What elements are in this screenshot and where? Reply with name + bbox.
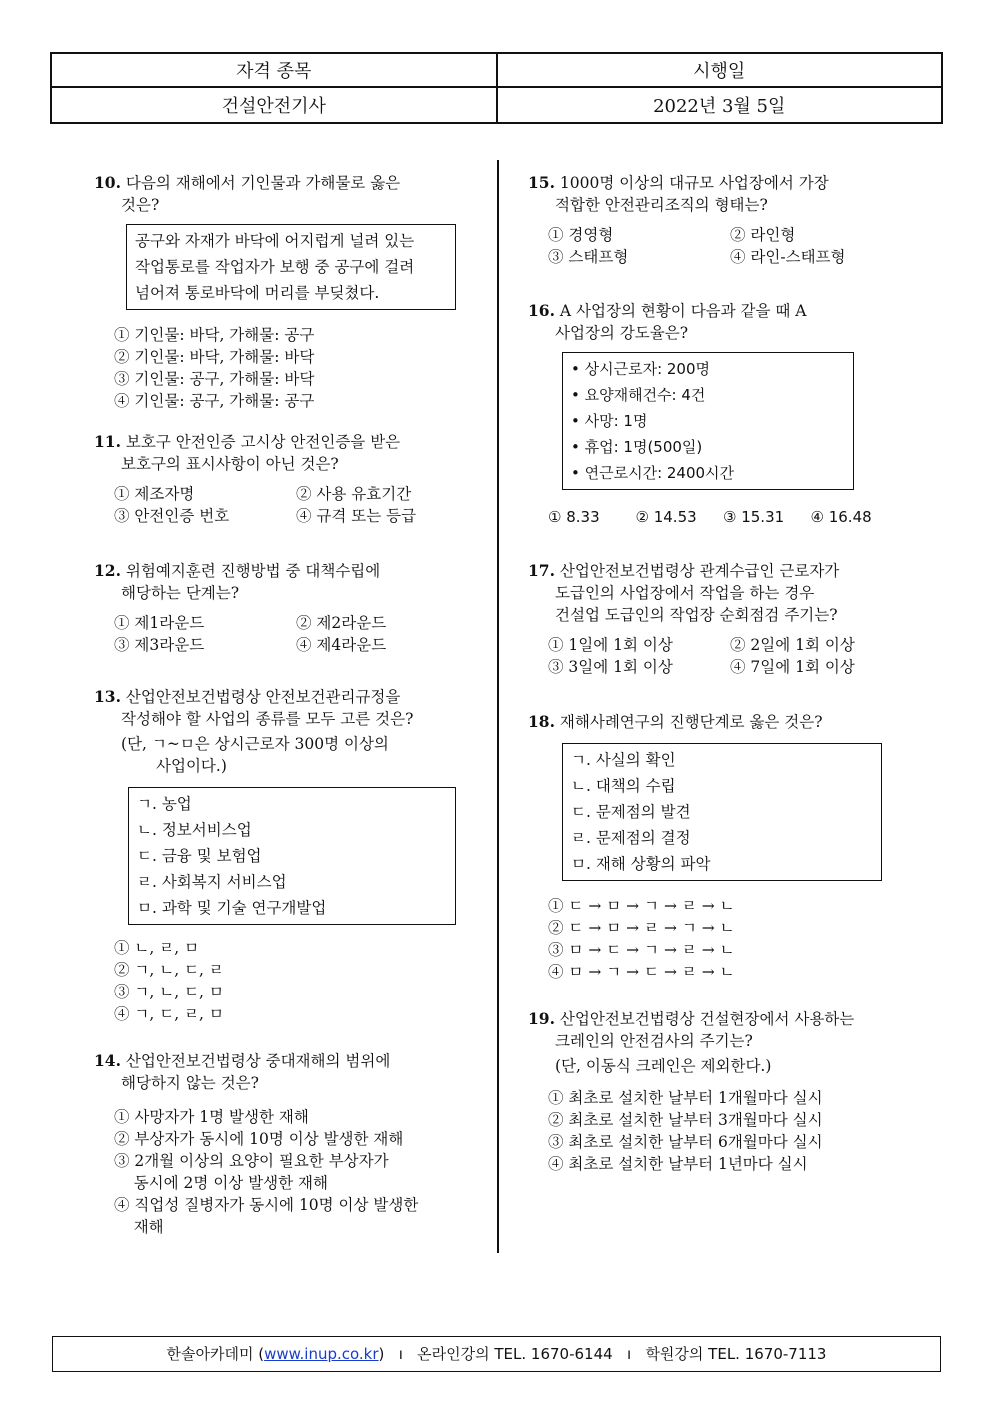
question-number: 13. — [94, 687, 121, 706]
option[interactable]: ① 사망자가 1명 발생한 재해 — [114, 1108, 309, 1126]
qualification-value: 건설안전기사 — [51, 87, 497, 123]
question-text: 산업안전보건법령상 관계수급인 근로자가 — [559, 562, 840, 580]
option[interactable]: ③ 15.31 — [723, 508, 785, 526]
question-text: A 사업장의 현황이 다음과 같을 때 A — [559, 302, 807, 320]
option[interactable]: ③ 기인물: 공구, 가해물: 바닥 — [114, 370, 315, 388]
question-text: 산업안전보건법령상 안전보건관리규정을 — [125, 688, 401, 706]
option[interactable]: ④ ㅁ → ㄱ → ㄷ → ㄹ → ㄴ — [548, 963, 735, 981]
question-15 — [528, 172, 898, 268]
option[interactable]: ③ 2개월 이상의 요양이 필요한 부상자가 — [114, 1152, 389, 1170]
question-box — [126, 224, 456, 310]
question-number: 16. — [528, 301, 555, 320]
box-line: ㄱ. 사실의 확인 — [571, 751, 676, 769]
exam-info-table — [50, 52, 943, 124]
option[interactable]: ④ 16.48 — [810, 508, 872, 526]
question-note: (단, ㄱ~ㅁ은 상시근로자 300명 이상의 — [121, 735, 389, 753]
box-line: ㄴ. 정보서비스업 — [137, 821, 252, 839]
question-text: 적합한 안전관리조직의 형태는? — [555, 196, 768, 214]
question-13 — [94, 686, 474, 1025]
box-line: • 요양재해건수: 4건 — [571, 386, 706, 404]
question-box — [128, 787, 456, 925]
box-line: ㄱ. 농업 — [137, 795, 192, 813]
question-12 — [94, 560, 474, 656]
option[interactable]: ③ 안전인증 번호 — [114, 507, 230, 525]
option-continued: 재해 — [114, 1218, 164, 1236]
box-line: 작업통로를 작업자가 보행 중 공구에 걸려 — [135, 258, 415, 276]
website-link[interactable]: www.inup.co.kr — [264, 1345, 379, 1363]
question-number: 14. — [94, 1051, 121, 1070]
question-text: 위험예지훈련 진행방법 중 대책수립에 — [125, 562, 381, 580]
option[interactable]: ④ 제4라운드 — [296, 636, 387, 654]
box-line: • 상시근로자: 200명 — [571, 360, 711, 378]
question-14 — [94, 1050, 474, 1238]
question-number: 11. — [94, 432, 121, 451]
question-note: (단, 이동식 크레인은 제외한다.) — [555, 1057, 772, 1075]
question-text: 작성해야 할 사업의 종류를 모두 고른 것은? — [121, 710, 414, 728]
question-text: 다음의 재해에서 기인물과 가해물로 옳은 — [125, 174, 401, 192]
box-line: • 연근로시간: 2400시간 — [571, 464, 735, 482]
option[interactable]: ① 1일에 1회 이상 — [548, 636, 673, 654]
question-text: 것은? — [121, 196, 160, 214]
option[interactable]: ④ 최초로 설치한 날부터 1년마다 실시 — [548, 1155, 808, 1173]
question-16 — [528, 300, 898, 528]
question-number: 12. — [94, 561, 121, 580]
question-text: 건설업 도급인의 작업장 순회점검 주기는? — [555, 606, 838, 624]
footer-prefix: 한솔아카데미 ( — [166, 1345, 265, 1363]
box-line: • 휴업: 1명(500일) — [571, 438, 703, 456]
question-note: 사업이다.) — [156, 757, 227, 775]
option[interactable]: ③ ㄱ, ㄴ, ㄷ, ㅁ — [114, 983, 224, 1001]
option[interactable]: ④ 규격 또는 등급 — [296, 507, 417, 525]
option[interactable]: ③ ㅁ → ㄷ → ㄱ → ㄹ → ㄴ — [548, 941, 735, 959]
option[interactable]: ④ 라인-스태프형 — [730, 248, 846, 266]
option-continued: 동시에 2명 이상 발생한 재해 — [114, 1174, 328, 1192]
question-number: 15. — [528, 173, 555, 192]
option[interactable]: ② 기인물: 바닥, 가해물: 바닥 — [114, 348, 315, 366]
box-line: ㅁ. 재해 상황의 파악 — [571, 855, 711, 873]
box-line: 넘어져 통로바닥에 머리를 부딪쳤다. — [135, 284, 380, 302]
option[interactable]: ② 제2라운드 — [296, 614, 387, 632]
option[interactable]: ① 최초로 설치한 날부터 1개월마다 실시 — [548, 1089, 823, 1107]
question-text: 1000명 이상의 대규모 사업장에서 가장 — [559, 174, 829, 192]
question-11 — [94, 431, 474, 527]
question-text: 산업안전보건법령상 건설현장에서 사용하는 — [559, 1010, 855, 1028]
box-line: ㄴ. 대책의 수립 — [571, 777, 676, 795]
exam-date-label: 시행일 — [497, 53, 943, 87]
question-text: 사업장의 강도율은? — [555, 324, 689, 342]
option[interactable]: ② 14.53 — [635, 508, 697, 526]
option[interactable]: ① 8.33 — [548, 508, 600, 526]
option[interactable]: ④ ㄱ, ㄷ, ㄹ, ㅁ — [114, 1005, 224, 1023]
option[interactable]: ② 사용 유효기간 — [296, 485, 412, 503]
question-17 — [528, 560, 898, 678]
option[interactable]: ② 라인형 — [730, 226, 796, 244]
column-divider — [497, 160, 499, 1253]
question-text: 해당하는 단계는? — [121, 584, 240, 602]
question-text: 해당하지 않는 것은? — [121, 1074, 259, 1092]
option[interactable]: ① 제1라운드 — [114, 614, 205, 632]
box-line: ㄷ. 금융 및 보험업 — [137, 847, 262, 865]
option[interactable]: ② ㄷ → ㅁ → ㄹ → ㄱ → ㄴ — [548, 919, 735, 937]
option[interactable]: ② 최초로 설치한 날부터 3개월마다 실시 — [548, 1111, 823, 1129]
question-text: 보호구의 표시사항이 아닌 것은? — [121, 455, 339, 473]
box-line: • 사망: 1명 — [571, 412, 648, 430]
question-number: 10. — [94, 173, 121, 192]
box-line: ㄹ. 사회복지 서비스업 — [137, 873, 287, 891]
option[interactable]: ④ 7일에 1회 이상 — [730, 658, 855, 676]
option[interactable]: ③ 제3라운드 — [114, 636, 205, 654]
option[interactable]: ③ 3일에 1회 이상 — [548, 658, 673, 676]
question-text: 보호구 안전인증 고시상 안전인증을 받은 — [125, 433, 401, 451]
exam-date-value: 2022년 3월 5일 — [497, 87, 943, 123]
box-line: ㄷ. 문제점의 발견 — [571, 803, 691, 821]
option[interactable]: ④ 직업성 질병자가 동시에 10명 이상 발생한 — [114, 1196, 419, 1214]
question-10 — [94, 172, 474, 412]
box-line: ㅁ. 과학 및 기술 연구개발업 — [137, 899, 327, 917]
qualification-label: 자격 종목 — [51, 53, 497, 87]
question-text: 크레인의 안전검사의 주기는? — [555, 1032, 753, 1050]
question-number: 18. — [528, 712, 555, 731]
box-line: 공구와 자재가 바닥에 어지럽게 널려 있는 — [135, 232, 415, 250]
option[interactable]: ② ㄱ, ㄴ, ㄷ, ㄹ — [114, 961, 224, 979]
question-text: 재해사례연구의 진행단계로 옳은 것은? — [559, 713, 823, 731]
question-text: 산업안전보건법령상 중대재해의 범위에 — [125, 1052, 391, 1070]
question-number: 17. — [528, 561, 555, 580]
option[interactable]: ③ 최초로 설치한 날부터 6개월마다 실시 — [548, 1133, 823, 1151]
option[interactable]: ④ 기인물: 공구, 가해물: 공구 — [114, 392, 315, 410]
option[interactable]: ③ 스태프형 — [548, 248, 629, 266]
question-text: 도급인의 사업장에서 작업을 하는 경우 — [555, 584, 815, 602]
option[interactable]: ① 기인물: 바닥, 가해물: 공구 — [114, 326, 315, 344]
option[interactable]: ① ㄷ → ㅁ → ㄱ → ㄹ → ㄴ — [548, 897, 735, 915]
question-number: 19. — [528, 1009, 555, 1028]
footer-contact: ) ı 온라인강의 TEL. 1670-6144 ı 학원강의 TEL. 1670-7113 — [378, 1345, 827, 1363]
option[interactable]: ② 부상자가 동시에 10명 이상 발생한 재해 — [114, 1130, 404, 1148]
question-box — [562, 743, 882, 881]
footer — [52, 1336, 941, 1372]
box-line: ㄹ. 문제점의 결정 — [571, 829, 691, 847]
option[interactable]: ② 2일에 1회 이상 — [730, 636, 855, 654]
option[interactable]: ① 경영형 — [548, 226, 614, 244]
option[interactable]: ① ㄴ, ㄹ, ㅁ — [114, 939, 200, 957]
question-19 — [528, 1008, 898, 1175]
question-box — [562, 352, 854, 490]
option[interactable]: ① 제조자명 — [114, 485, 195, 503]
question-18 — [528, 711, 898, 983]
